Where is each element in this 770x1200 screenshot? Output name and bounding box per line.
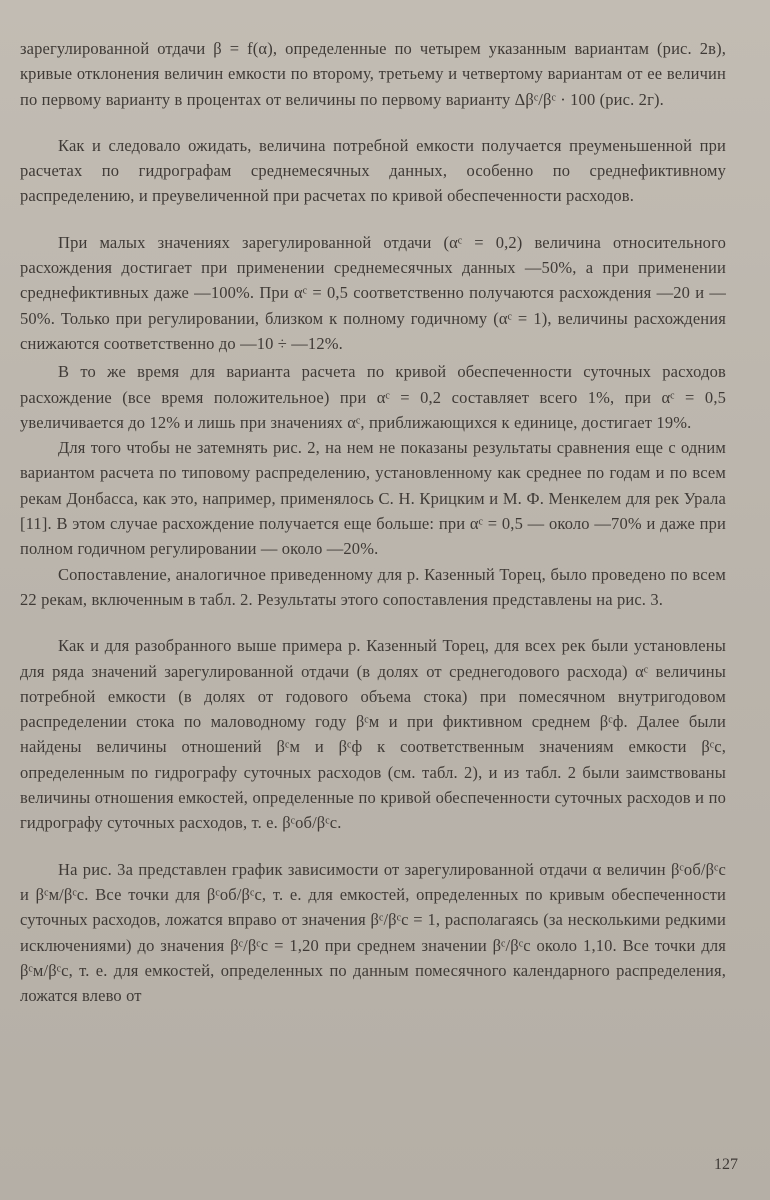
paragraph-1: зарегулированной отдачи β = f(α), определенные по четырем указанным вариантам (рис. 2в), кривые отклонения величин емкости по второму, третьему и четвертому вариантам от ее величин по первому варианту в процентах от величины по первому варианту Δβᶜ/βᶜ · 100 (рис. 2г). (20, 39, 726, 109)
page-body (20, 36, 726, 1008)
paragraph-6: Сопоставление, аналогичное приведенному для р. Казенный Торец, было проведено по всем 22 рекам, включенным в табл. 2. Результаты этого сопоставления представлены на рис. 3. (20, 564, 726, 609)
paragraph-8: На рис. 3а представлен график зависимости от зарегулированной отдачи α величин βᶜоб/βᶜс и βᶜм/βᶜс. Все точки для βᶜоб/βᶜс, т. е. для емкостей, определенных по кривым обеспеченности суточных расходов, ложатся вправо от значения βᶜ/βᶜс = 1, располагаясь (за несколькими редкими исключениями) до значения βᶜ/βᶜс = 1,20 при среднем значении βᶜ/βᶜс около 1,10. Все точки для βᶜм/βᶜс, т. е. для емкостей, определенных по данным помесячного календарного распределения, ложатся влево от (20, 859, 726, 1006)
paragraph-3: При малых значениях зарегулированной отдачи (αᶜ = 0,2) величина относительного расхождения достигает при применении среднемесячных данных —50%, а при применении среднефиктивных даже —100%. При αᶜ = 0,5 соответственно получаются расхождения —20 и —50%. Только при регулировании, близком к полному годичному (αᶜ = 1), величины расхождения снижаются соответственно до —10 ÷ —12%. (20, 232, 726, 353)
paragraph-4: В то же время для варианта расчета по кривой обеспеченности суточных расходов расхождение (все время положительное) при αᶜ = 0,2 составляет всего 1%, при αᶜ = 0,5 увеличивается до 12% и лишь при значениях αᶜ, приближающихся к единице, достигает 19%. (20, 362, 726, 432)
paragraph-7: Как и для разобранного выше примера р. Казенный Торец, для всех рек были установлены для ряда значений зарегулированной отдачи (в долях от среднегодового расхода) αᶜ величины потребной емкости (в долях от годового объема стока) при помесячном внутригодовом распределении стока по маловодному году βᶜм и при фиктивном среднем βᶜф. Далее были найдены величины отношений βᶜм и βᶜф к соответственным значениям емкости βᶜс, определенным по гидрографу суточных расходов (см. табл. 2), и из табл. 2 были заимствованы величины отношения емкостей, определенные по кривой обеспеченности суточных расходов и по гидрографу суточных расходов, т. е. βᶜоб/βᶜс. (20, 636, 726, 833)
paragraph-5: Для того чтобы не затемнять рис. 2, на нем не показаны результаты сравнения еще с одним вариантом расчета по типовому распределению, установленному как среднее по годам и по всем рекам Донбасса, как это, например, применялось С. Н. Крицким и М. Ф. Менкелем для рек Урала [11]. В этом случае расхождение получается еще больше: при αᶜ = 0,5 — около —70% и даже при полном годичном регулировании — около —20%. (20, 438, 726, 559)
paragraph-2: Как и следовало ожидать, величина потребной емкости получается преуменьшенной при расчетах по гидрографам среднемесячных данных, особенно по среднефиктивному распределению, и преувеличенной при расчетах по кривой обеспеченности расходов. (20, 135, 726, 206)
page-number: 127 (714, 1156, 738, 1173)
